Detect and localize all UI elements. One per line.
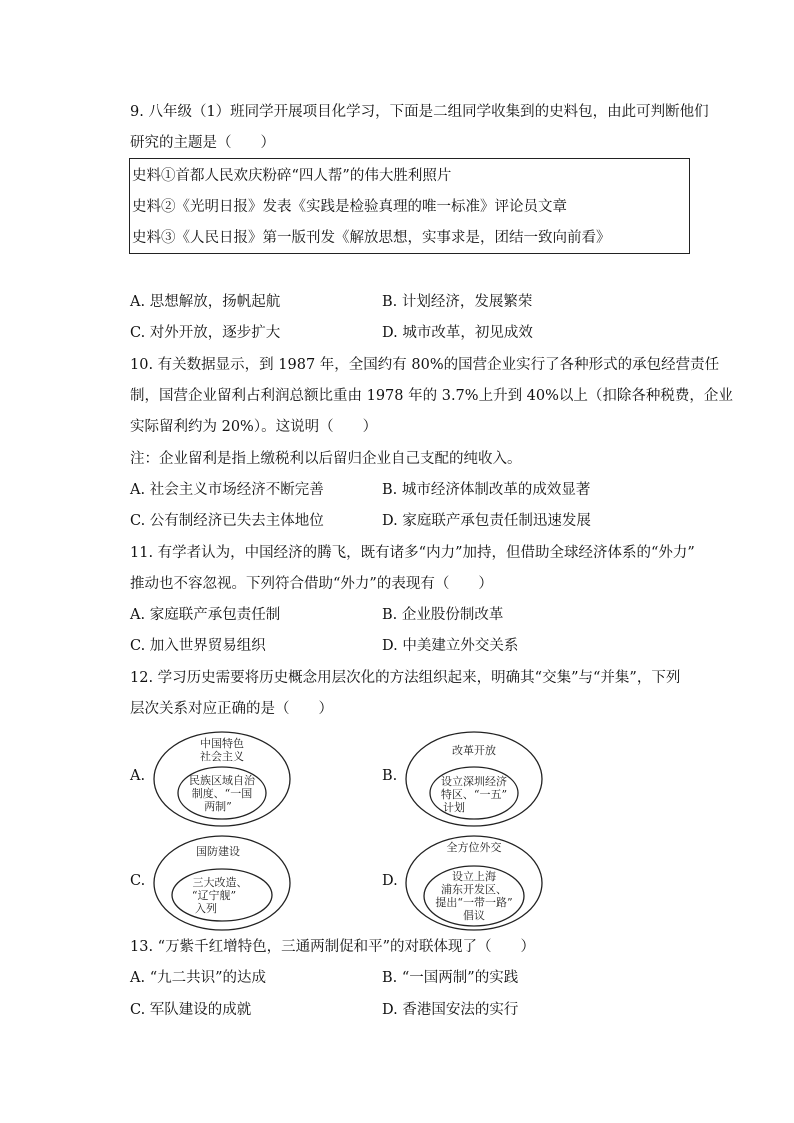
q9-option-c: C. 对外开放，逐步扩大: [130, 325, 281, 341]
inner-text-line: 制度、“一国: [191, 787, 253, 800]
outer-text-line: 国防建设: [196, 845, 240, 858]
q12-diagram-d-label: D.: [382, 873, 398, 889]
q9-stem-line2: 研究的主题是（ ）: [130, 135, 275, 151]
inner-text-line: 浦东开发区、: [441, 883, 507, 896]
q12-diagram-a: [152, 730, 292, 828]
inner-text-line: 设立上海: [452, 870, 496, 883]
q12-diagram-b-label: B.: [382, 768, 398, 784]
q9-source-box: [129, 158, 690, 254]
q9-source-3: 史料③《人民日报》第一版刊发《解放思想，实事求是，团结一致向前看》: [132, 230, 611, 246]
q12-stem-line1: 12. 学习历史需要将历史概念用层次化的方法组织起来，明确其“交集”与“并集”，下列: [130, 670, 681, 686]
q10-option-a: A. 社会主义市场经济不断完善: [130, 482, 324, 498]
q12-diagram-a-label: A.: [130, 768, 146, 784]
q11-option-b: B. 企业股份制改革: [382, 607, 504, 623]
q9-option-b: B. 计划经济，发展繁荣: [382, 294, 533, 310]
q12-diagram-c: [152, 834, 292, 932]
q10-note: 注：企业留利是指上缴税利以后留归企业自己支配的纯收入。: [130, 451, 522, 467]
q10-option-d: D. 家庭联产承包责任制迅速发展: [382, 513, 591, 529]
q12-diagram-d: [404, 834, 544, 932]
q13-stem-line1: 13. “万紫千红增特色，三通两制促和平”的对联体现了（ ）: [130, 939, 535, 955]
q13-option-b: B. “一国两制”的实践: [382, 970, 519, 986]
q12-stem-line2: 层次关系对应正确的是（ ）: [130, 701, 333, 717]
outer-text-line: 社会主义: [200, 750, 244, 763]
q9-stem-line1: 9. 八年级（1）班同学开展项目化学习，下面是二组同学收集到的史料包，由此可判断他们: [130, 104, 709, 120]
q11-stem-line1: 11. 有学者认为，中国经济的腾飞，既有诸多“内力”加持，但借助全球经济体系的“外力”: [130, 545, 695, 561]
inner-text-line: 提出“一带一路”: [435, 896, 513, 909]
inner-text-line: 设立深圳经济: [441, 775, 507, 788]
outer-text-line: 中国特色: [200, 737, 244, 750]
q13-option-c: C. 军队建设的成就: [130, 1002, 252, 1018]
q10-stem-line1: 10. 有关数据显示，到 1987 年，全国约有 80%的国营企业实行了各种形式的承包经营责任: [130, 357, 720, 373]
q10-stem-line3: 实际留利约为 20%）。这说明（ ）: [130, 419, 378, 435]
inner-text-line: 特区、“一五”: [440, 788, 508, 801]
q13-option-a: A. “九二共识”的达成: [130, 970, 267, 986]
inner-text-line: 民族区域自治: [189, 774, 255, 787]
q9-option-a: A. 思想解放，扬帆起航: [130, 294, 281, 310]
outer-text-line: 全方位外交: [446, 841, 502, 854]
inner-text-line: “辽宁舰”: [191, 889, 237, 902]
q10-option-c: C. 公有制经济已失去主体地位: [130, 513, 324, 529]
q9-option-d: D. 城市改革，初见成效: [382, 325, 533, 341]
inner-text-line: 计划: [443, 801, 465, 814]
q11-option-a: A. 家庭联产承包责任制: [130, 607, 281, 623]
q10-stem-line2: 制，国营企业留利占利润总额比重由 1978 年的 3.7%上升到 40%以上（扣除各种税费，企业: [130, 388, 733, 404]
q11-stem-line2: 推动也不容忽视。下列符合借助“外力”的表现有（ ）: [130, 576, 493, 592]
outer-text-line: 改革开放: [452, 744, 496, 757]
inner-text-line: 两制”: [204, 800, 232, 813]
inner-text-line: 倡议: [463, 909, 485, 922]
q9-source-2: 史料②《光明日报》发表《实践是检验真理的唯一标准》评论员文章: [132, 199, 567, 215]
q12-diagram-b: [404, 730, 544, 828]
q11-option-d: D. 中美建立外交关系: [382, 638, 519, 654]
q9-source-1: 史料①首都人民欢庆粉碎“四人帮”的伟大胜利照片: [132, 168, 452, 184]
inner-text-line: 入列: [195, 902, 217, 915]
q10-option-b: B. 城市经济体制改革的成效显著: [382, 482, 591, 498]
inner-text-line: 三大改造、: [192, 876, 248, 889]
q12-diagram-c-label: C.: [130, 873, 146, 889]
q11-option-c: C. 加入世界贸易组织: [130, 638, 266, 654]
q13-option-d: D. 香港国安法的实行: [382, 1002, 519, 1018]
